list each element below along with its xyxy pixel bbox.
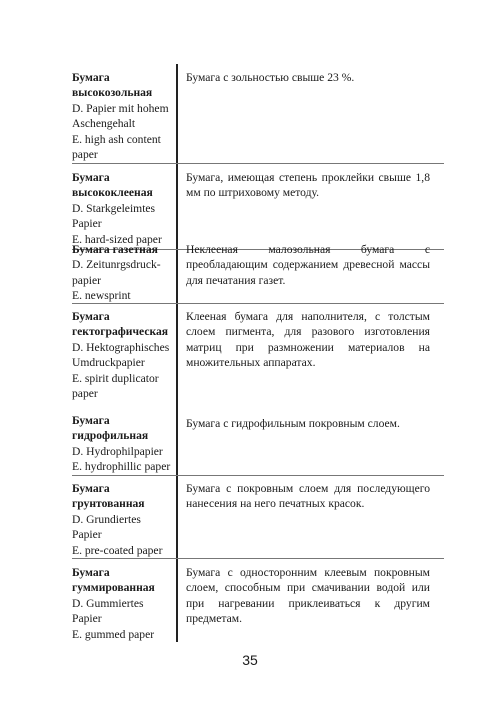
definition: Бумага, имеющая степень проклейки свыше 1,8 мм по штриховому методу.: [186, 171, 430, 200]
term-english: E. newsprint: [72, 289, 131, 303]
term-german: papier: [72, 273, 101, 287]
term-russian: высокозольная: [72, 86, 153, 100]
term-russian: гидрофильная: [72, 429, 149, 443]
term-german: D. Grundiertes: [72, 512, 141, 526]
term-german: D. Papier mit hohem: [72, 101, 169, 115]
entry-separator: [72, 163, 444, 164]
definition: Клееная бумага для наполнителя, с толстым слоем пигмента, для разового изготовления матриц при размножении материалов на множительных аппаратах.: [186, 310, 430, 370]
term-english: E. hard-sized paper: [72, 232, 162, 246]
definition: Бумага с односторонним клеевым покровным слоем, способным при смачивании водой или при нагревании приклеиваться к другим предметам.: [186, 566, 430, 626]
term-german: Papier: [72, 528, 102, 542]
term-german: D. Hektographisches: [72, 340, 170, 354]
term-english: paper: [72, 148, 98, 162]
term-german: Aschengehalt: [72, 117, 136, 131]
term-block: [72, 242, 174, 304]
term-russian: Бумага: [72, 310, 110, 323]
term-block: [72, 481, 174, 558]
entry-separator: [72, 475, 444, 476]
entry-separator: [72, 303, 444, 304]
term-english: E. pre-coated paper: [72, 543, 163, 557]
term-russian: Бумага: [72, 71, 110, 84]
term-german: Papier: [72, 217, 102, 231]
term-russian: высококлееная: [72, 186, 153, 200]
term-russian: Бумага: [72, 414, 110, 427]
definition: Неклееная малозольная бумага с преобладающим содержанием древесной массы для печатания газет.: [186, 243, 430, 287]
term-english: E. hydrophillic paper: [72, 460, 171, 474]
term-german: Papier: [72, 612, 102, 626]
term-block: [72, 70, 174, 162]
term-russian: Бумага: [72, 482, 110, 495]
page-number: 35: [242, 652, 258, 668]
term-english: E. spirit duplicator: [72, 371, 159, 385]
term-russian: гуммированная: [72, 581, 155, 595]
term-block: [72, 170, 174, 247]
term-russian: грунтованная: [72, 497, 145, 511]
term-russian: Бумага газетная: [72, 243, 158, 256]
term-english: paper: [72, 387, 98, 401]
term-english: E. high ash content: [72, 132, 161, 146]
term-russian: Бумага: [72, 171, 110, 184]
term-block: [72, 309, 174, 401]
definition: Бумага с покровным слоем для последующего нанесения на него печатных красок.: [186, 482, 430, 511]
definition: Бумага с зольностью свыше 23 %.: [186, 71, 355, 84]
definition: Бумага с гидрофильным покровным слоем.: [186, 417, 400, 430]
term-english: E. gummed paper: [72, 627, 155, 641]
term-german: Umdruckpapier: [72, 356, 145, 370]
term-german: D. Starkgeleimtes: [72, 201, 156, 215]
term-block: [72, 413, 174, 475]
term-russian: гектографическая: [72, 325, 169, 339]
term-russian: Бумага: [72, 566, 110, 579]
term-german: D. Zeitunrgsdruck-: [72, 258, 161, 272]
term-german: D. Gummiertes: [72, 596, 144, 610]
term-german: D. Hydrophilpapier: [72, 444, 163, 458]
entry-separator: [72, 558, 444, 559]
column-divider: [176, 64, 178, 642]
term-block: [72, 565, 174, 642]
